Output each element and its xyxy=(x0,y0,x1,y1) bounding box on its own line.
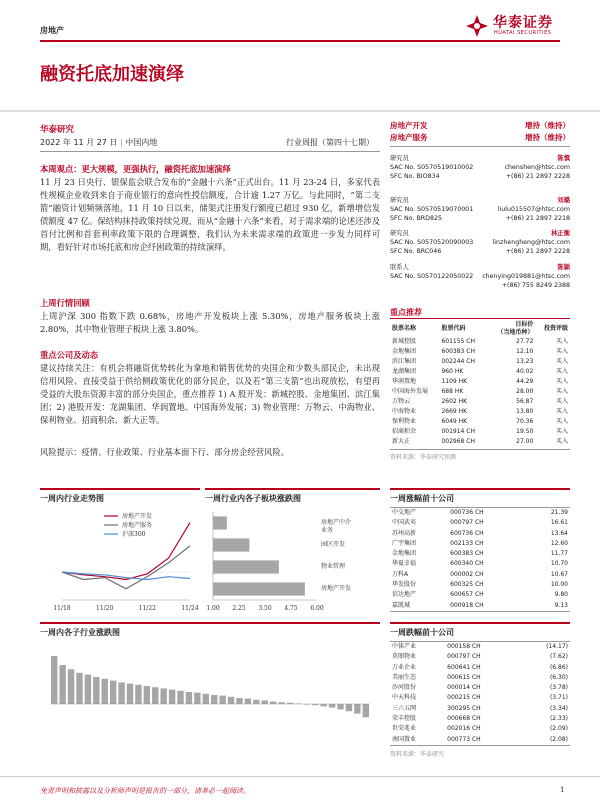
stock-bar xyxy=(76,673,82,704)
top-down-row-cell: 美丽生态 xyxy=(392,673,417,681)
picks-row xyxy=(390,437,570,447)
date-text: 2022 年 11 月 27 日 xyxy=(40,138,118,147)
picks-row-cell: 70.36 xyxy=(516,418,534,425)
top-down-row xyxy=(390,652,570,662)
top-down-row-cell: (3.34) xyxy=(549,704,568,712)
stock-bar xyxy=(177,691,183,704)
sub-bar xyxy=(213,582,305,595)
main-content xyxy=(40,163,380,254)
stock-bar xyxy=(85,675,91,704)
rating-row xyxy=(390,132,570,144)
trend-legend-label: 房地产服务 xyxy=(122,522,153,529)
analyst-email[interactable]: linzhengheng@htsc.com xyxy=(492,239,570,246)
rating-value: 增持（维持） xyxy=(525,133,570,142)
stock-bar xyxy=(169,690,175,704)
trend-legend-label: 房地产开发 xyxy=(122,513,153,520)
picks-col-name: 股票名称 xyxy=(392,325,417,332)
rating-sector: 房地产服务 xyxy=(390,133,428,142)
sub-category-label: 房地产中介 xyxy=(321,519,352,527)
top-up-row-cell: 16.61 xyxy=(550,519,568,527)
picks-row-cell: 买入 xyxy=(555,348,568,355)
picks-bottom-rule xyxy=(390,449,570,450)
top-down-row-cell: 000773 CH xyxy=(447,735,481,743)
top-up-row xyxy=(390,590,570,600)
picks-table xyxy=(390,321,570,447)
top-up-row-cell: 万科A xyxy=(392,570,409,578)
sub-bar xyxy=(213,516,227,529)
sub-x-tick: 2.25 xyxy=(232,605,246,612)
top-up-row-cell: 嘉凯城 xyxy=(392,601,411,609)
stock-bar xyxy=(152,687,158,704)
picks-row-cell: 601155 CH xyxy=(441,338,475,345)
top-up-row-cell: 中交地产 xyxy=(392,509,417,516)
viewpoint-body: 11 月 23 日央行、银保监会联合发布的“金融十六条”正式出台。11 月 23-24 日，多家代表性规模企业收到来自于商业银行的意向性授信额度，合计逾 1.27 万亿。与此同时，“第二支箭”融资计划频频落地，11 月 10 日以来，储架式注册发行额度已超过 930 亿，新增增信发债额度 47 亿。保结构抹持政策持续兑现，而从“金融十六条”来看，对于需求端的论述还涉及首付比例和首套利率政策下限的合理调整，我们认为未来需求端的政策进一步发力同样可期，看好针对市场托底和房企纾困政策的持续演绎。 xyxy=(40,177,380,252)
subsector-rule xyxy=(205,488,380,490)
stock-bar xyxy=(203,694,209,704)
trend-x-tick: 11/24 xyxy=(181,605,199,612)
sector-label: 房地产 xyxy=(40,25,64,35)
top-down-row-cell: (2.09) xyxy=(549,725,568,733)
market-section xyxy=(40,297,380,336)
analyst-sfc: SFC No. BRC046 xyxy=(390,248,442,255)
analyst-role: 研究员 xyxy=(390,197,409,204)
picks-row-cell: 1109 HK xyxy=(441,378,468,385)
picks-row xyxy=(390,407,570,417)
analyst-phone: +(86) 755 8249 2388 xyxy=(501,282,570,289)
top-up-row xyxy=(390,549,570,559)
top-up-row-cell: 600383 CH xyxy=(450,550,484,558)
picks-row-cell: 龙湖集团 xyxy=(392,368,417,375)
top-up-row-cell: 600340 CH xyxy=(450,560,484,568)
analyst-card xyxy=(390,154,570,181)
top-up-row xyxy=(390,529,570,539)
trend-rule xyxy=(40,488,200,490)
top-up-row-cell: 中国武夷 xyxy=(392,519,417,527)
top-down-row-cell: 荣丰控股 xyxy=(392,715,417,723)
picks-row-cell: 中国海外发展 xyxy=(392,388,429,395)
trend-title: 一周内行业走势图 xyxy=(40,493,104,503)
picks-title: 重点推荐 xyxy=(390,307,422,317)
picks-row-cell: 6049 HK xyxy=(441,418,468,425)
rating-row xyxy=(390,120,570,132)
analyst-name: 陈颖 xyxy=(557,264,570,271)
picks-row-cell: 44.29 xyxy=(516,378,534,385)
picks-row-cell: 28.00 xyxy=(516,388,534,395)
top-down-row-cell: (3.78) xyxy=(549,684,568,692)
picks-col-code: 股票代码 xyxy=(441,325,466,332)
top-down-row-cell: 000668 CH xyxy=(447,715,481,723)
analyst-sfc: SFC No. BIO834 xyxy=(390,173,440,180)
sub-category-label: 房地产开发 xyxy=(321,585,352,593)
stock-bar xyxy=(51,656,57,704)
picks-row-cell: 买入 xyxy=(555,388,568,395)
picks-header-row xyxy=(390,321,570,337)
analyst-phone: +(86) 21 2897 2228 xyxy=(505,248,570,255)
sub-x-tick: 4.75 xyxy=(284,605,298,612)
top-up-bottom-rule xyxy=(390,611,570,612)
stock-change-chart xyxy=(40,642,380,762)
trend-x-tick: 11/22 xyxy=(138,605,156,612)
report-type: 行业周报（第四十七期） xyxy=(286,138,374,147)
top-down-row xyxy=(390,663,570,673)
top-up-row-cell: 000797 CH xyxy=(450,519,484,527)
top-up-table xyxy=(390,508,570,611)
picks-row xyxy=(390,337,570,347)
picks-row xyxy=(390,367,570,377)
picks-row-cell: 保利物业 xyxy=(392,418,417,425)
picks-col-rating: 投资评级 xyxy=(543,325,568,332)
trend-x-tick: 11/20 xyxy=(96,605,114,612)
top-up-row xyxy=(390,518,570,528)
stock-bar xyxy=(245,699,251,704)
analyst-role: 研究员 xyxy=(390,230,409,237)
stock-bar xyxy=(363,704,369,717)
top-up-row xyxy=(390,559,570,569)
picks-row-cell: 002244 CH xyxy=(441,358,475,365)
header-rule xyxy=(40,40,560,42)
top-down-row xyxy=(390,683,570,693)
picks-panel xyxy=(390,306,570,461)
top-down-row-cell: (2.08) xyxy=(549,735,568,743)
top-down-row xyxy=(390,642,570,652)
top-down-table xyxy=(390,642,570,745)
top-up-row-cell: 21.39 xyxy=(550,509,568,516)
logo xyxy=(465,12,575,40)
picks-row-cell: 中海物业 xyxy=(392,408,417,415)
analyst-name: 陈慎 xyxy=(557,155,570,162)
region-text: 中国内地 xyxy=(125,138,158,147)
analyst-card xyxy=(390,196,570,223)
stock-bar xyxy=(219,696,225,704)
analyst-sac: SAC No. S0570519010002 xyxy=(390,164,474,171)
picks-row-cell: 960 HK xyxy=(441,368,464,375)
analyst-email[interactable]: chenying019881@htsc.com xyxy=(482,273,570,280)
stock-bar xyxy=(262,700,268,704)
top-down-row-cell: (14.17) xyxy=(546,643,568,650)
analyst-sac: SAC No. S0570520090003 xyxy=(390,239,474,246)
picks-row-cell: 688 HK xyxy=(441,388,464,395)
trend-chart-panel xyxy=(40,488,200,620)
sub-category-label: 物业管理 xyxy=(321,563,346,571)
top-up-row xyxy=(390,539,570,549)
top-down-row-cell: 002016 CH xyxy=(447,725,481,733)
picks-source: 资料来源：华泰研究预测 xyxy=(390,454,457,461)
logo-en: HUATAI SECURITIES xyxy=(494,30,552,36)
top-down-row-cell: (6.86) xyxy=(549,663,568,671)
picks-rule xyxy=(390,318,570,319)
stock-chart-panel xyxy=(40,622,380,762)
stock-bar xyxy=(186,692,192,704)
analyst-sac: SAC No. S0570519070001 xyxy=(390,206,474,213)
top-up-row-cell: 10.70 xyxy=(550,560,568,568)
stock-bar xyxy=(135,685,141,704)
focus-section xyxy=(40,349,380,427)
top-down-row-cell: (3.71) xyxy=(549,694,568,702)
analyst-name: 刘璐 xyxy=(557,197,570,204)
top-down-row-cell: 300295 CH xyxy=(447,704,481,712)
sub-x-tick: 3.50 xyxy=(258,605,272,612)
top-up-row-cell: 000736 CH xyxy=(450,509,484,516)
top-down-row xyxy=(390,714,570,724)
top-up-rule xyxy=(390,488,570,490)
stock-bar xyxy=(228,697,234,704)
analyst-role: 联系人 xyxy=(390,264,409,271)
top-up-row xyxy=(390,601,570,611)
picks-row-cell: 2602 HK xyxy=(441,398,468,405)
analyst-phone: +(86) 21 2897 2218 xyxy=(505,215,570,222)
rating-sector: 房地产开发 xyxy=(390,121,428,130)
meta-rule xyxy=(40,151,380,152)
logo-icon xyxy=(465,14,489,38)
analyst-card xyxy=(390,263,570,290)
picks-row-cell: 001914 CH xyxy=(441,428,475,435)
analyst-name: 林正衡 xyxy=(551,230,570,237)
top-down-row-cell: 000215 CH xyxy=(447,694,481,702)
stock-bar xyxy=(110,681,116,704)
top-down-bottom-rule xyxy=(390,745,570,746)
picks-row-cell: 19.50 xyxy=(516,428,534,435)
picks-row-cell: 买入 xyxy=(555,378,568,385)
trend-x-tick: 11/18 xyxy=(53,605,71,612)
picks-col-target: 目标价 （当地币种） xyxy=(497,321,534,336)
stock-bar xyxy=(118,682,124,704)
top-down-source: 资料来源：华泰研究 xyxy=(390,750,445,758)
top-up-row xyxy=(390,508,570,518)
top-up-row-cell: 600325 CH xyxy=(450,581,484,589)
top-up-panel xyxy=(390,488,570,612)
top-down-panel xyxy=(390,622,570,758)
top-down-row-cell: 000615 CH xyxy=(447,673,481,681)
page-title: 融资托底加速演绎 xyxy=(40,64,184,85)
stock-bar xyxy=(270,702,276,704)
stock-bar xyxy=(59,665,65,704)
stock-bar xyxy=(236,698,242,704)
stock-bar xyxy=(329,704,335,708)
top-down-row-cell: 沙河股份 xyxy=(392,684,417,692)
top-up-row-cell: 10.67 xyxy=(550,570,568,578)
report-date: 2022 年 11 月 27 日 | 中国内地 xyxy=(40,138,158,147)
top-up-row-cell: 002133 CH xyxy=(450,539,484,547)
top-up-row-cell: 11.77 xyxy=(550,550,568,558)
stock-rule xyxy=(40,622,380,624)
market-body: 上周沪深 300 指数下跌 0.68%，房地产开发板块上涨 5.30%，房地产服务板块上涨 2.80%，其中物业管理子板块上涨 3.80%。 xyxy=(40,311,380,334)
stock-bar xyxy=(127,684,133,704)
stock-bar xyxy=(144,686,150,704)
market-title: 上周行情回顾 xyxy=(40,298,90,308)
top-down-row-cell: (6.30) xyxy=(549,673,568,681)
picks-row-cell: 买入 xyxy=(555,338,568,345)
picks-row-cell: 买入 xyxy=(555,438,568,445)
header-divider xyxy=(0,110,600,112)
top-up-title: 一周涨幅前十公司 xyxy=(390,493,454,503)
picks-row xyxy=(390,377,570,387)
footer-rule xyxy=(0,776,600,777)
picks-row-cell: 买入 xyxy=(555,368,568,375)
top-up-row-cell: 000918 CH xyxy=(450,601,484,609)
top-down-row-cell: (2.33) xyxy=(549,715,568,723)
analyst-email[interactable]: chenshen@htsc.com xyxy=(504,164,570,171)
top-up-row-cell: 信达地产 xyxy=(392,591,417,599)
picks-row-cell: 600383 CH xyxy=(441,348,475,355)
stock-bar xyxy=(337,704,343,709)
stock-bar xyxy=(194,693,200,704)
sub-x-tick: 6.00 xyxy=(310,605,324,612)
viewpoint-title: 本周观点：更大规模，更强执行，融资托底加速演绎 xyxy=(40,164,231,174)
sub-bar xyxy=(213,560,279,573)
top-up-row-cell: 600736 CH xyxy=(450,529,484,537)
top-down-title: 一周跌幅前十公司 xyxy=(390,627,454,637)
top-down-row xyxy=(390,704,570,714)
stock-title: 一周内各子行业涨跌图 xyxy=(40,627,120,637)
top-down-row-cell: 000158 CH xyxy=(447,643,481,650)
top-down-row xyxy=(390,693,570,703)
picks-row-cell: 万物云 xyxy=(392,398,411,405)
stock-bar xyxy=(93,677,99,704)
top-down-row-cell: 世荣兆业 xyxy=(392,725,417,733)
ratings-block xyxy=(390,120,570,147)
picks-row-cell: 华润置地 xyxy=(392,378,417,385)
picks-row xyxy=(390,417,570,427)
stock-bar xyxy=(253,700,259,704)
stock-bar xyxy=(346,704,352,711)
analyst-email[interactable]: liulu015507@htsc.com xyxy=(497,206,570,213)
top-down-row-cell: 莫图物业 xyxy=(392,653,417,661)
analyst-phone: +(86) 21 2897 2228 xyxy=(505,173,570,180)
sub-bar xyxy=(213,538,249,551)
rating-rule xyxy=(390,146,570,147)
top-down-row-cell: (7.62) xyxy=(549,653,568,661)
top-down-row xyxy=(390,724,570,734)
picks-row-cell: 滨江集团 xyxy=(392,358,417,365)
top-down-row-cell: 中天科技 xyxy=(392,694,417,702)
top-up-row-cell: 10.00 xyxy=(550,581,568,589)
trend-legend-label: 沪深300 xyxy=(122,531,146,538)
picks-row-cell: 27.72 xyxy=(516,338,534,345)
picks-row-cell: 买入 xyxy=(555,408,568,415)
top-down-row-cell: 三六五网 xyxy=(392,704,417,712)
stock-bar xyxy=(68,669,74,704)
picks-row-cell: 买入 xyxy=(555,428,568,435)
subsector-chart xyxy=(205,508,380,620)
top-down-row-cell: 600641 CH xyxy=(447,663,481,671)
top-up-row-cell: 苏州高新 xyxy=(392,529,417,537)
top-up-row-cell: 600657 CH xyxy=(450,591,484,599)
top-up-row-cell: 000002 CH xyxy=(450,570,484,578)
sub-x-tick: 1.00 xyxy=(206,605,220,612)
stock-bar xyxy=(102,679,108,704)
picks-row-cell: 新城控股 xyxy=(392,338,417,345)
picks-row-cell: 40.02 xyxy=(516,368,534,375)
picks-row-cell: 新大正 xyxy=(392,438,411,445)
top-up-row-cell: 9.13 xyxy=(554,601,568,609)
picks-row-cell: 002968 CH xyxy=(441,438,475,445)
top-up-row-cell: 广宇集团 xyxy=(392,539,417,547)
picks-row-cell: 56.87 xyxy=(516,398,534,405)
stock-bar xyxy=(211,695,217,704)
top-down-row-cell: 000797 CH xyxy=(447,653,481,661)
picks-row-cell: 13.23 xyxy=(516,358,534,365)
picks-row-cell: 招商积余 xyxy=(392,428,417,435)
page-number: 1 xyxy=(560,786,565,794)
picks-row xyxy=(390,427,570,437)
top-up-row-cell: 12.60 xyxy=(550,539,568,547)
stock-bar xyxy=(160,688,166,704)
picks-row xyxy=(390,347,570,357)
top-up-row-cell: 华发股份 xyxy=(392,581,417,589)
picks-row xyxy=(390,387,570,397)
top-down-row-cell: 000014 CH xyxy=(447,684,481,692)
picks-row-cell: 买入 xyxy=(555,358,568,365)
top-down-row-cell: 中体产业 xyxy=(392,643,417,650)
trend-chart xyxy=(40,508,200,620)
subsector-title: 一周行业内各子板块涨跌图 xyxy=(205,493,301,503)
top-down-row xyxy=(390,735,570,745)
focus-body: 建议持续关注：有机会将融资优势转化为拿地和销售优势的央国企和少数头部民企，未出现信用风险、直接受益于供给侧政策优化的部分民企，以及若“第三支箭”也出现放松，有望再受益的大股东资源丰富的部分央国企，重点推荐 1) A 股开发：新城控股、金地集团、滨江集团；2) 港股开发：龙湖集团、华润置地、中国海外发展；3) 物业管理：万物云、中海物业、保利物业、招商积余、新大正等。 xyxy=(40,363,380,425)
picks-row-cell: 2669 HK xyxy=(441,408,468,415)
picks-row-cell: 13.80 xyxy=(516,408,534,415)
analyst-role: 研究员 xyxy=(390,155,409,162)
picks-row-cell: 买入 xyxy=(555,398,568,405)
picks-row-cell: 12.10 xyxy=(516,348,534,355)
sub-category-label: 园区开发 xyxy=(321,541,346,549)
footer-disclaimer: 免责声明和披露以及分析师声明是报告的一部分，请务必一起阅读。 xyxy=(40,787,250,795)
logo-cn: 华泰证券 xyxy=(493,15,553,31)
analyst-sfc: SFC No. BRD825 xyxy=(390,215,443,222)
top-down-rule xyxy=(390,622,570,624)
top-down-row-cell: 南国置业 xyxy=(392,735,417,743)
top-down-row xyxy=(390,673,570,683)
top-up-row xyxy=(390,570,570,580)
focus-title: 重点公司及动态 xyxy=(40,350,99,360)
top-up-row-cell: 13.64 xyxy=(550,529,568,537)
picks-row-cell: 买入 xyxy=(555,418,568,425)
sub-category-label: 业务 xyxy=(321,527,334,535)
risk-note: 风险提示：疫情、行业政策、行业基本面下行、部分房企经营风险。 xyxy=(40,447,289,457)
subsector-chart-panel xyxy=(205,488,380,620)
rating-value: 增持（维持） xyxy=(525,121,570,130)
picks-row-cell: 27.00 xyxy=(516,438,534,445)
top-up-row xyxy=(390,580,570,590)
analyst-sac: SAC No. S0570122050022 xyxy=(390,273,474,280)
top-up-row-cell: 9.80 xyxy=(554,591,568,599)
top-down-row-cell: 万业企业 xyxy=(392,663,417,671)
picks-row-cell: 金地集团 xyxy=(392,348,417,355)
stock-bar xyxy=(320,704,326,706)
analyst-card xyxy=(390,229,570,256)
trend-series-line xyxy=(62,546,190,589)
top-up-row-cell: 华夏幸福 xyxy=(392,560,417,568)
research-label: 华泰研究 xyxy=(40,125,75,135)
picks-row xyxy=(390,357,570,367)
picks-row xyxy=(390,397,570,407)
stock-bar xyxy=(354,704,360,714)
top-up-row-cell: 金地集团 xyxy=(392,550,417,558)
